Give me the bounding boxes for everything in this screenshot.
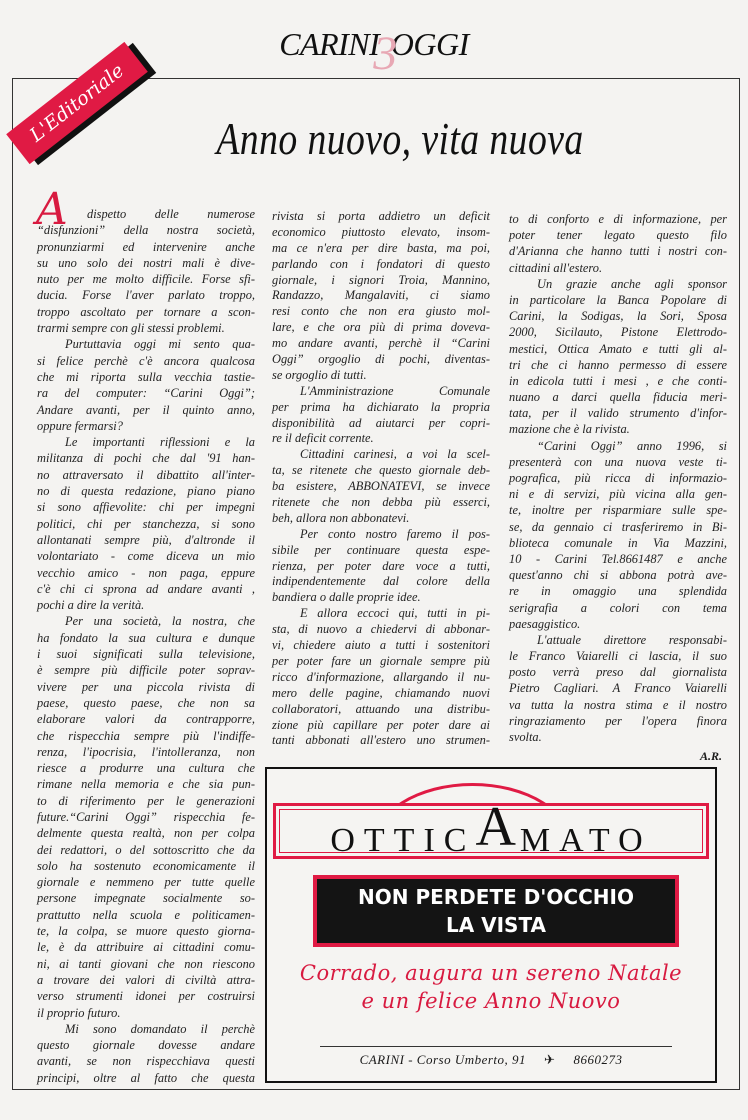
text-line: poter tener legato questo filo	[509, 228, 727, 243]
slogan-line-1: NON PERDETE D'OCCHIO	[358, 885, 634, 909]
text-line: posto verrà preso dal giornalista	[509, 665, 727, 680]
text-line: lare, e che ora più di prima doveva-	[272, 320, 490, 335]
text-line: 10 - Carini Tel.8661487 e anche	[509, 551, 727, 566]
text-line: renza, l'ipocrisia, l'intolleranza, non	[37, 744, 255, 759]
logo-text	[276, 796, 706, 868]
text-line: verso strumenti idonei per costruirsi	[37, 989, 255, 1004]
article-column-2	[272, 209, 490, 749]
text-line: ritenete che non debba più esserci,	[272, 495, 490, 510]
text-line: giornale e nemmeno per tutte quelle	[37, 875, 255, 890]
logo-big-letter: A	[475, 796, 520, 858]
text-line: se orgoglio di tutti.	[272, 367, 367, 382]
text-line: allontanati sempre più, d'altronde il	[37, 532, 255, 547]
text-line: oppure fermarsi?	[37, 418, 123, 433]
greeting-line-2: e un felice Anno Nuovo	[361, 989, 621, 1013]
text-line: solo ha sostenuto economicamente il	[37, 858, 255, 873]
text-line: Randazzo, Mangalaviti, ci siamo	[272, 288, 490, 303]
article-column-1	[37, 206, 255, 1086]
ad-phone: 8660273	[573, 1052, 623, 1067]
text-line: resi conto che non era giusto mol-	[272, 304, 490, 319]
text-line: bandiera o dalle proprie idee.	[272, 590, 421, 605]
slogan-box-inner	[317, 879, 675, 943]
logo-left: OTTIC	[330, 822, 476, 859]
text-line: Mi sono domandato il perchè	[65, 1021, 255, 1036]
text-line: riesce a produrre una cultura che	[37, 761, 255, 776]
text-line: Per una società, la nostra, che	[65, 614, 255, 629]
masthead-name-left: CARINI	[279, 26, 380, 62]
slogan-line-2: LA VISTA	[445, 913, 547, 937]
text-line: i suoi significati sulla televisione,	[37, 647, 255, 662]
text-line: re il deficit corrente.	[272, 431, 374, 446]
text-line: to di conforto e di informazione, per	[509, 212, 727, 226]
text-line: indipendentemente dal colore della	[272, 574, 490, 589]
text-line: Cittadini carinesi, a voi la scel-	[300, 447, 490, 462]
text-line: dei redattori, o del sottoscritto che da	[37, 842, 255, 857]
text-line: E allora eccoci qui, tutti in pi-	[300, 606, 490, 621]
text-line: Oggi” orgoglio di pochi, diventas-	[272, 352, 490, 367]
text-line: nuano a darci quella fiducia meri-	[509, 390, 727, 405]
text-line: elaborare valori da contrapporre,	[37, 712, 255, 727]
text-line: vecchio amico - non paga, eppure	[37, 565, 255, 580]
text-line: che rispecchia sempre più l'indiffe-	[37, 728, 255, 743]
text-line: mero delle pagine, chiamando nuovi	[272, 685, 490, 700]
text-line: economico piuttosto elevato, insom-	[272, 224, 490, 239]
text-line: pografica, più ricca di informazio-	[509, 471, 727, 485]
text-line: serigrafia a colori con tema	[509, 600, 727, 615]
text-line: Andare avanti, per il quinto anno,	[37, 402, 255, 417]
text-line: si sono affievolite: chi per impegni	[37, 500, 255, 515]
text-line: questo giornale dovesse andare	[37, 1038, 255, 1053]
text-line: a trovare dei valori di civiltà attra-	[37, 972, 255, 987]
text-line: rivista si porta addietro un deficit	[272, 209, 490, 223]
text-line: L'Amministrazione Comunale	[300, 383, 490, 398]
text-line: in particolare la Banca Popolare di	[509, 292, 727, 307]
text-line: sta, di nuovo a chiedervi di abbonar-	[272, 622, 490, 637]
article-column-3	[509, 211, 727, 745]
text-line: paese, questo paese, che non sa	[37, 695, 255, 710]
text-line: tanti abbonati all'estero uno strumen-	[272, 733, 490, 748]
footer-rule	[320, 1046, 672, 1047]
text-line: prattutto nella scuola e politicamen-	[37, 907, 255, 922]
text-line: Carini, la Sodigas, la Sori, Sposa	[509, 309, 727, 324]
text-line: mestici, Ottica Amato e tutti gli al-	[509, 341, 727, 356]
logo-right: MATO	[519, 822, 652, 859]
text-line: giornale, i signori Troia, Mannino,	[272, 272, 490, 287]
text-line: c'è chi ci sprona ad andare avanti ,	[37, 581, 255, 596]
text-line: mo andare avanti, perchè il “Carini	[272, 336, 490, 351]
text-line: ringraziamento per l'opera finora	[509, 713, 727, 728]
text-line: no attraversato il dibattito all'inter-	[37, 467, 255, 482]
text-line: per prima ha dichiarato la propria	[272, 399, 490, 414]
text-line: sibile per continuare questa espe-	[272, 542, 490, 557]
text-line: politici, chi per stanchezza, si sono	[37, 516, 255, 531]
text-line: ha fondato la sua cultura e dunque	[37, 630, 255, 645]
text-line: in edicola tutti i mesi , e che conti-	[509, 373, 727, 388]
text-line: Le importanti riflessioni e la	[65, 435, 255, 450]
text-line: presenterà con una nuova veste ti-	[509, 454, 727, 469]
text-line: re in omaggio una splendida	[509, 584, 727, 599]
text-line: le Franco Vaiarelli ci lascia, il suo	[509, 649, 727, 664]
text-line: ma ce n'era per dire basta, ma poi,	[272, 240, 490, 255]
text-line: blioteca comunale in Via Mazzini,	[509, 535, 727, 550]
text-line: dispetto delle numerose	[87, 207, 255, 221]
text-line: rimane nella memoria e che sia pun-	[37, 777, 255, 792]
text-line: è sempre più difficile poter soprav-	[37, 663, 255, 678]
text-line: vi, chiedere aiuto a tutti i sostenitori	[272, 638, 490, 653]
text-line: quest'anno chi si abbona potrà ave-	[509, 568, 727, 583]
text-line: ta, se ritenete che questo giornale deb-	[272, 463, 490, 478]
text-line: cittadini all'estero.	[509, 260, 603, 275]
text-line: troppo ascoltato per tornare a scon-	[37, 304, 255, 319]
text-line: “Carini Oggi” anno 1996, si	[537, 438, 727, 453]
text-line: mazione che è la rivista.	[509, 422, 630, 437]
greeting-line-1: Corrado, augura un sereno Natale	[299, 961, 683, 985]
text-line: paesaggistico.	[509, 616, 581, 631]
text-line: volontariato - come diceva un mio	[37, 549, 255, 564]
text-line: zione più capillare per poter dare ai	[272, 717, 490, 732]
text-line: che mi riporta sulla vecchia tastie-	[37, 369, 255, 384]
text-line: vivere per una piccola rivista di	[37, 679, 255, 694]
text-line: tata, per il valido strumento d'infor-	[509, 406, 727, 421]
text-line: to di riferimento per le generazioni	[37, 793, 255, 808]
text-line: va tutta la nostra stima e il nostro	[509, 697, 727, 712]
text-line: trarmi sempre con gli stessi problemi.	[37, 321, 225, 336]
text-line: beh, allora non abbonatevi.	[272, 510, 410, 525]
text-line: L'attuale direttore responsabi-	[537, 632, 727, 647]
text-line: ricco d'informazione, allargando il nu-	[272, 669, 490, 684]
text-line: avanti, se non rispecchiava questi	[37, 1054, 255, 1069]
text-line: ni e di servizi, più vicina alla gen-	[509, 487, 727, 502]
text-line: ni, ai tanti giovani che non riescono	[37, 956, 255, 971]
text-line: si felice perchè c'è ancora qualcosa	[37, 353, 255, 368]
text-line: “disfunzioni” della nostra società,	[37, 223, 255, 238]
text-line: persone impegnate socialmente so-	[37, 891, 255, 906]
text-line: pochi a dire la verità.	[37, 598, 145, 613]
ad-address: CARINI - Corso Umberto, 91	[359, 1052, 527, 1067]
advertisement-ottica-amato	[265, 767, 717, 1083]
text-line: Purtuttavia oggi mi sento qua-	[65, 337, 255, 352]
text-line: ducia. Forse l'aver parlato troppo,	[37, 288, 255, 303]
text-line: principi, oltre al fatto che questa	[37, 1070, 255, 1085]
ad-logo	[273, 796, 709, 859]
text-line: 2000, Sicilauto, Pistone Elettrodo-	[509, 325, 727, 340]
text-line: future.“Carini Oggi” rispecchia fe-	[37, 809, 255, 824]
slogan-box	[313, 875, 679, 947]
text-line: ba esistere, ABBONATEVI, se invece	[272, 479, 490, 494]
text-line: rienza, per poter dare voce a tutti,	[272, 558, 490, 573]
section-badge-label: L'Editoriale	[6, 42, 148, 164]
text-line: militanza di pochi che dal '91 han-	[37, 451, 255, 466]
text-line: d'Arianna che hanno tutti i nostri con-	[509, 244, 727, 259]
text-line: collaboratori, attuando una distribu-	[272, 701, 490, 716]
text-line: il proprio futuro.	[37, 1005, 121, 1020]
text-line: nuto per me molto difficile. Forse sfi-	[37, 272, 255, 287]
author-signature: A.R.	[699, 749, 722, 763]
text-line: ra del computer: “Carini Oggi”;	[37, 386, 255, 401]
text-line: se, da gennaio ci trasferiremo in Bi-	[509, 519, 727, 534]
text-line: su uno solo dei nostri mali è dive-	[37, 255, 255, 270]
text-line: delmente questa realtà, non per colpa	[37, 826, 255, 841]
text-line: Per conto nostro faremo il pos-	[300, 526, 490, 541]
text-line: parlando con i fondatori di questo	[272, 256, 490, 271]
text-line: svolta.	[509, 730, 542, 744]
text-line: tri che ci hanno permesso di essere	[509, 357, 727, 372]
text-line: pronunziarmi ed intervenire anche	[37, 239, 255, 254]
masthead-name-right: OGGI	[390, 26, 469, 62]
text-line: te, inoltre per risparmiare sulle spe-	[509, 503, 727, 518]
text-line: Un grazie anche agli sponsor	[537, 276, 727, 291]
text-line: per poter fare un giornale sempre più	[272, 653, 490, 668]
ad-footer	[267, 1052, 715, 1068]
text-line: disponibilità ad aiutarci per copri-	[272, 415, 490, 430]
text-line: le, è da attribuire ai cittadini comu-	[37, 940, 255, 955]
text-line: te, la colpa, se muore questo giorna-	[37, 924, 255, 939]
text-line: Pietro Cagliari. A Franco Vaiarelli	[509, 681, 727, 696]
page-number: 3	[373, 27, 397, 80]
text-line: no di questa redazione, piano piano	[37, 484, 255, 499]
article-title: Anno nuovo, vita nuova	[216, 113, 584, 164]
drop-cap: A	[36, 184, 68, 235]
airplane-icon: ✈	[544, 1052, 556, 1067]
